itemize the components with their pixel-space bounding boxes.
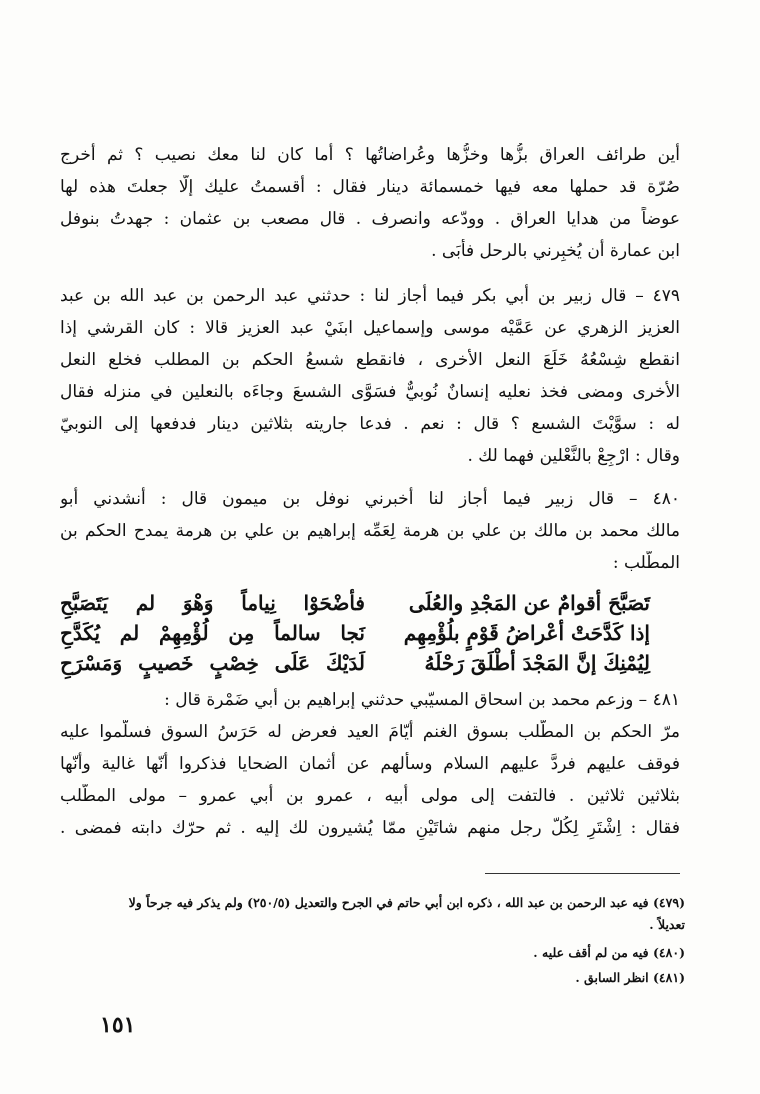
footnote: (٤٨٠) فيه من لم أقف عليه . bbox=[533, 945, 685, 960]
verse-hemistich-second: لَدَيْكَ عَلَى خِصْبٍ خَصيبٍ وَمَسْرَحِ bbox=[60, 651, 365, 675]
body-line: المطّلب : bbox=[612, 553, 680, 573]
verse-hemistich-first: لِيُمْنِكَ إنَّ المَجْدَ أطْلَقَ رَحْلَهُ bbox=[424, 651, 650, 675]
body-line: ابن عمارة أن يُخبِرني بالرحل فأبَى . bbox=[431, 241, 680, 261]
footnote-divider bbox=[485, 873, 680, 874]
body-line: له : سوَّيْتَ الشسع ؟ قال : نعم . فدعا جاريته بثلاثين دينار فدفعها إلى النوبيّ bbox=[60, 414, 680, 434]
body-line: انقطع شِسْعُهُ خَلَعَ النعل الأخرى ، فانقطع شسعُ الحكم بن المطلب فخلع النعل bbox=[60, 350, 680, 370]
body-line: الأخرى ومضى فخذ نعليه إنسانٌ نُوبيٌّ فسَوَّى الشسعَ وجاءَه بالنعلين في منزله فقال bbox=[60, 382, 680, 402]
body-line: ٤٨١ – وزعم محمد بن اسحاق المسيّبي حدثني إبراهيم بن أبي ضَمْرة قال : bbox=[164, 690, 680, 710]
footnote: (٤٨١) انظر السابق . bbox=[575, 970, 685, 985]
body-line: مرّ الحكم بن المطّلب بسوق الغنم أيّامَ العيد فعرض له حَرَسُ السوق فسلّموا عليه bbox=[60, 722, 680, 742]
body-line: ٤٧٩ – قال زبير بن أبي بكر فيما أجاز لنا : حدثني عبد الرحمن بن عبد الله بن عبد bbox=[60, 286, 680, 306]
verse-hemistich-first: إذا كَدَّحَتْ أعْراضُ قَوْمٍ بلُؤْمِهِم bbox=[403, 621, 650, 645]
body-line: فوقف عليهم فردَّ عليهم السلام وسألهم عن أثمان الضحايا فذكروا أنّها غالية وأنّها bbox=[60, 754, 680, 774]
verse-hemistich-first: تَصَبَّحَ أقوامٌ عن المَجْدِ والعُلَى bbox=[408, 591, 650, 615]
body-line: عوضاً من هدايا العراق . وودّعه وانصرف . قال مصعب بن عثمان : جهدتُ بنوفل bbox=[60, 209, 680, 229]
footnote: تعديلاً . bbox=[649, 917, 685, 932]
footnote: (٤٧٩) فيه عبد الرحمن بن عبد الله ، ذكره ابن أبي حاتم في الجرح والتعديل (٢٥٠/٥) ولم يذكر فيه جرحاً ولا bbox=[128, 895, 685, 910]
body-line: ٤٨٠ – قال زبير فيما أجاز لنا أخبرني نوفل بن ميمون قال : أنشدني أبو bbox=[60, 489, 680, 509]
body-line: مالك محمد بن مالك بن علي بن هرمة لِعَمِّه إبراهيم بن علي بن هرمة يمدح الحكم بن bbox=[60, 521, 680, 541]
body-line: بثلاثين ثلاثين . فالتفت إلى مولى أبيه ، عمرو بن أبي عمرو – مولى المطّلب bbox=[60, 786, 680, 806]
page-number: ١٥١ bbox=[100, 1012, 136, 1038]
body-line: فقال : اِشْتَرِ لِكُلّ رجل منهم شاتَيْنِ ممّا يُشيرون لك إليه . ثم حرّك دابته فمضى . bbox=[60, 818, 680, 838]
body-line: صُرّة قد حملها معه فيها خمسمائة دينار فقال : أقسمتُ عليك إلّا جعلتَ هذه لها bbox=[60, 177, 680, 197]
body-line: العزيز الزهري عن عَمَّيْه موسى وإسماعيل ابنَيْ عبد العزيز قالا : كان القرشي إذا bbox=[60, 318, 680, 338]
body-line: أين طرائف العراق بزُّها وخزُّها وعُراضاتُها ؟ أما كان لنا معك نصيب ؟ ثم أخرج bbox=[60, 145, 680, 165]
body-line: وقال : ارْجِعْ بالنَّعْلين فهما لك . bbox=[467, 446, 680, 466]
verse-hemistich-second: نَجا سالماً مِن لُؤْمِهِمْ لم يُكَدَّحِ bbox=[60, 621, 365, 645]
verse-hemistich-second: فأضْحَوْا نِياماً وَهْوَ لم يَتَصَبَّحِ bbox=[60, 591, 365, 615]
